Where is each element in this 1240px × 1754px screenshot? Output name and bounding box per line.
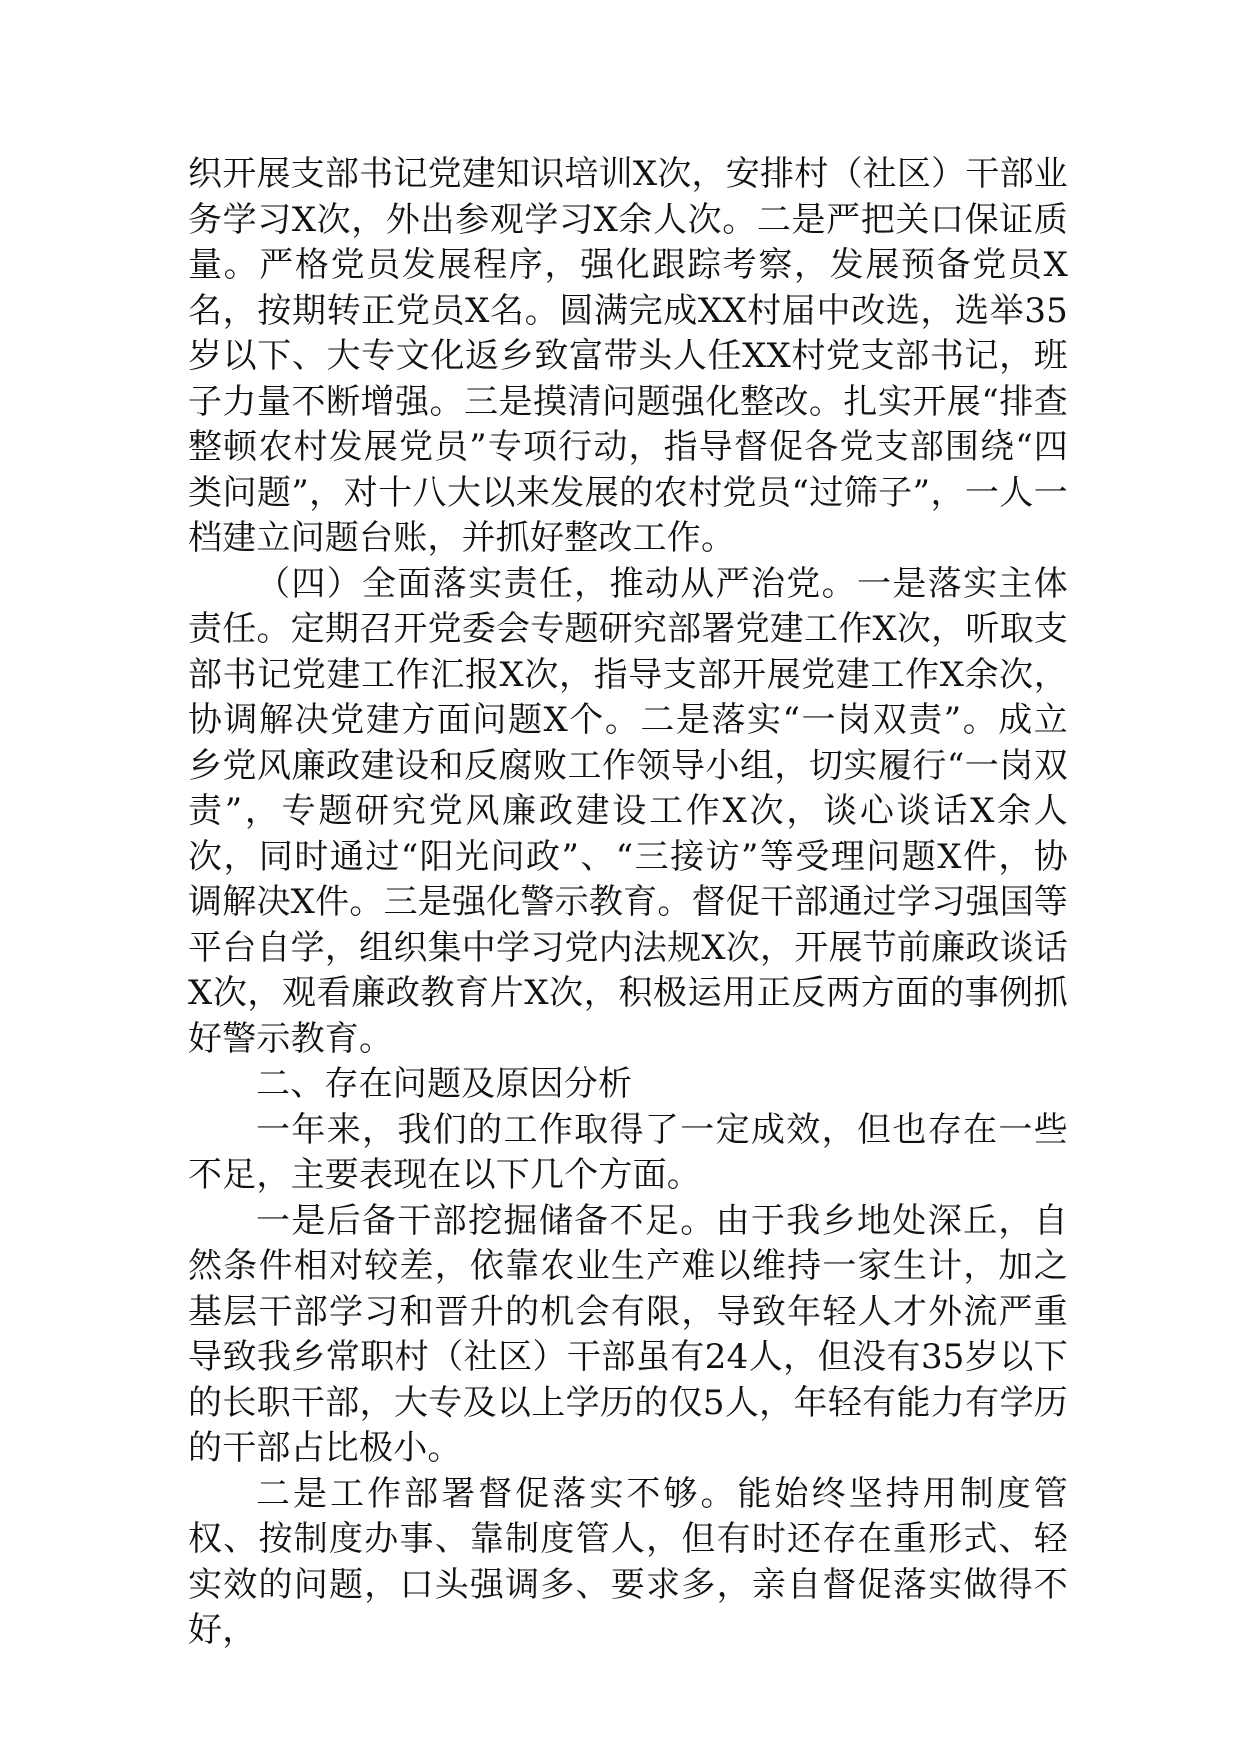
paragraph-continued-branch-training: 织开展支部书记党建知识培训X次，安排村（社区）干部业务学习X次，外出参观学习X余人次。二是严把关口保证质量。严格党员发展程序，强化跟踪考察，发展预备党员X名，按期转正党员X名。圆满完成XX村届中改选，选举35岁以下、大专文化返乡致富带头人任XX村党支部书记，班子力量不断增强。三是摸清问题强化整改。扎实开展“排查整顿农村发展党员”专项行动，指导督促各党支部围绕“四类问题”，对十八大以来发展的农村党员“过筛子”，一人一档建立问题台账，并抓好整改工作。 <box>188 154 1068 558</box>
paragraph-work-supervision: 二是工作部署督促落实不够。能始终坚持用制度管权、按制度办事、靠制度管人，但有时还存在重形式、轻实效的问题，口头强调多、要求多，亲自督促落实做得不好， <box>188 1473 1068 1650</box>
paragraph-responsibility-implementation: （四）全面落实责任，推动从严治党。一是落实主体责任。定期召开党委会专题研究部署党建工作X次，听取支部书记党建工作汇报X次，指导支部开展党建工作X余次，协调解决党建方面问题X个。二是落实“一岗双责”。成立乡党风廉政建设和反腐败工作领导小组，切实履行“一岗双责”，专题研究党风廉政建设工作X次，谈心谈话X余人次，同时通过“阳光问政”、“三接访”等受理问题X件，协调解决X件。三是强化警示教育。督促干部通过学习强国等平台自学，组织集中学习党内法规X次，开展节前廉政谈话X次，观看廉政教育片X次，积极运用正反两方面的事例抓好警示教育。 <box>188 563 1068 1059</box>
section-heading-problems-analysis: 二、存在问题及原因分析 <box>256 1064 633 1104</box>
document-body <box>188 152 1068 1654</box>
paragraph-reserve-cadres: 一是后备干部挖掘储备不足。由于我乡地处深丘，自然条件相对较差，依靠农业生产难以维持一家生计，加之基层干部学习和晋升的机会有限，导致年轻人才外流严重导致我乡常职村（社区）干部虽有24人，但没有35岁以下的长职干部，大专及以上学历的仅5人，年轻有能力有学历的干部占比极小。 <box>188 1200 1068 1468</box>
paragraph-problems-intro: 一年来，我们的工作取得了一定成效，但也存在一些不足，主要表现在以下几个方面。 <box>188 1109 1068 1195</box>
